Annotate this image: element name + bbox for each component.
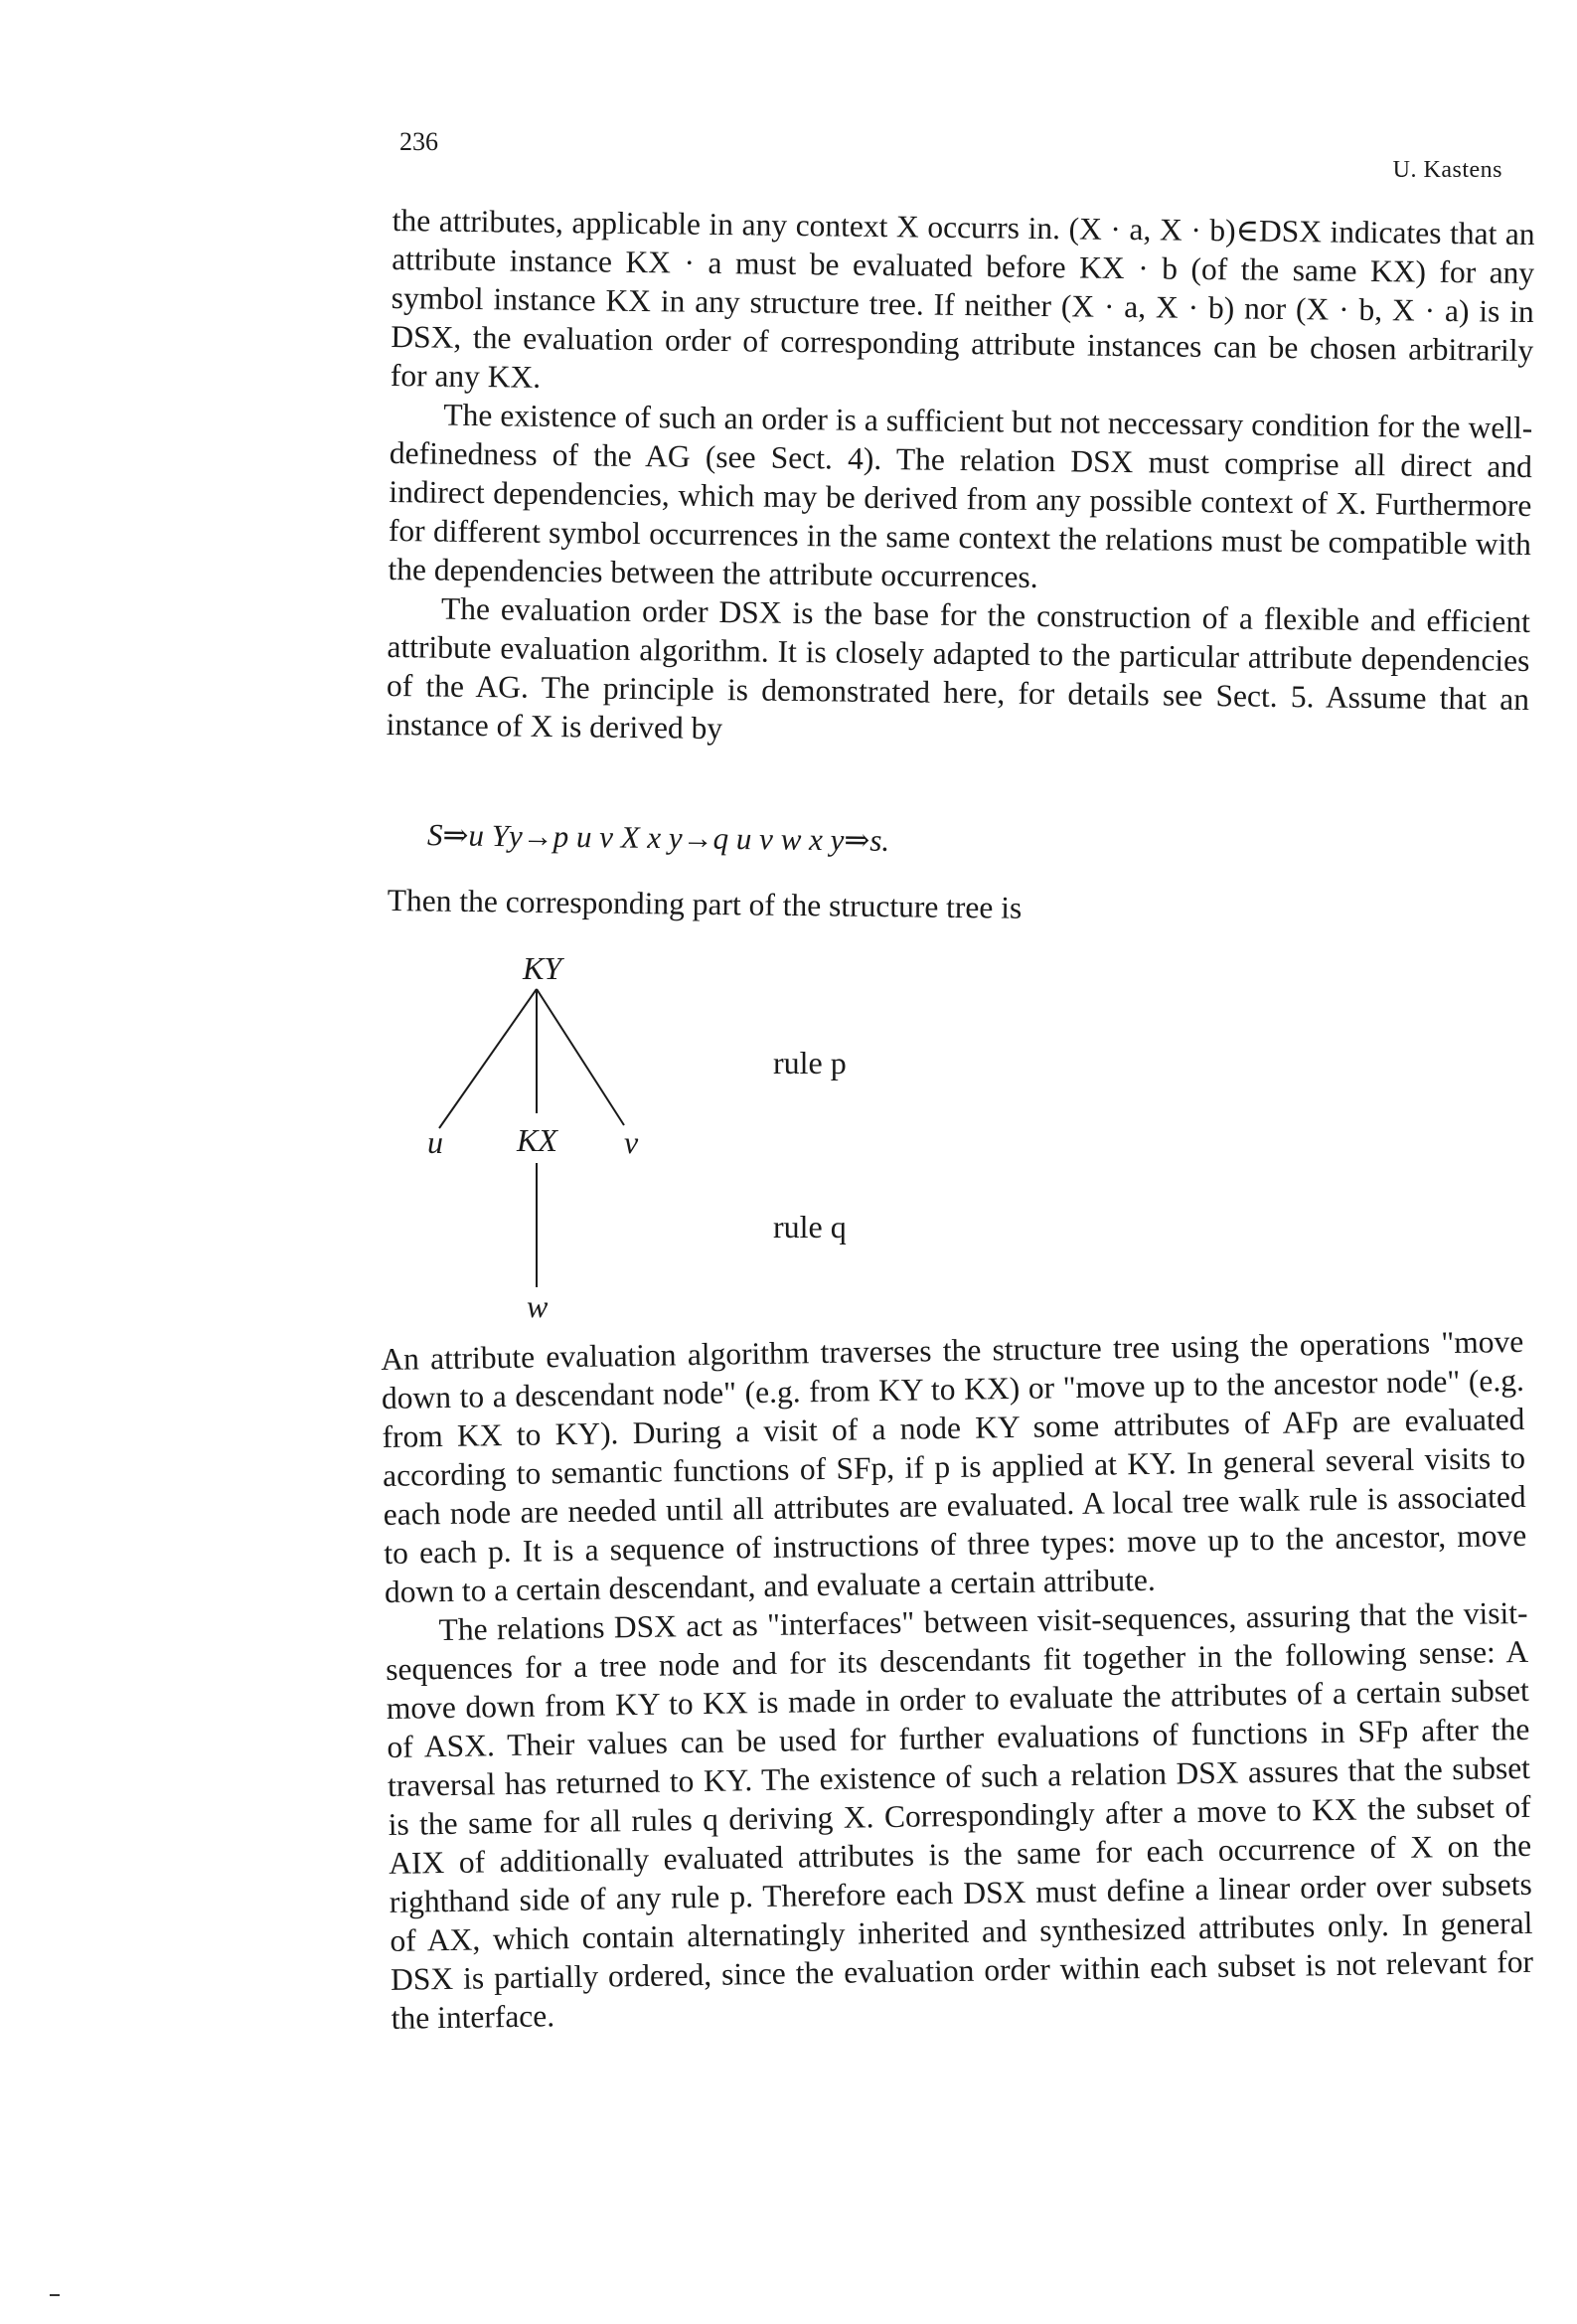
rule-p-label: rule p [773,1045,847,1080]
derivation-formula: S⇒u Yy→p u v X x y→q u v w x y⇒s. [426,817,890,858]
paragraph: An attribute evaluation algorithm traverses the structure tree using the operations "move down to a descendant node" (e.g. from KY to KX) or "move up to the ancestor node" (e.g. from KX to KY). During a visit of a node KY some attributes of AFp are evaluated according to semantic functions of SFp, if p is applied at KY. In general several visits to each node are needed until all attributes are evaluated. A local tree walk rule is associated to each p. It is a sequence of instructions of three types: move up to the ancestor, move down to a certain descendant, and evaluate a certain attribute. [381,1323,1527,1609]
running-head: U. Kastens [1392,157,1502,183]
tree-edge [439,989,537,1128]
tree-node-kx: KX [517,1122,557,1158]
scan-mark [50,2294,60,2296]
paragraph: The evaluation order DSX is the base for the construction of a flexible and efficient attribute evaluation algorithm. It is closely adapted to the particular attribute dependencies of the AG. The principle is demonstrated here, for details see Sect. 5. Assume that an instance of X is derived by [386,590,1531,747]
tree-node-u: u [427,1124,443,1160]
tree-intro-text: Then the corresponding part of the structure tree is [387,883,1023,925]
paragraph: The relations DSX act as "interfaces" between visit-sequences, assuring that the visit-sequences for a tree node and for its descendants fit together in the following sense: A move down from KY to KX is made in order to evaluate the attributes of a certain subset of ASX. Their values can be used for further evaluations of functions in SFp after the traversal has returned to KY. The existence of such a relation DSX assures that the subset is the same for all rules q deriving X. Correspondingly after a move to KX the subset of AIX of additionally evaluated attributes is the same for each occurrence of X on the righthand side of any rule p. Therefore each DSX must define a linear order over subsets of AX, which contain alternatingly inherited and synthesized attributes only. In general DSX is partially ordered, since the evaluation order within each subset is not relevant for the interface. [385,1594,1534,2036]
paragraph: the attributes, applicable in any context X occurrs in. (X · a, X · b)∈DSX indicates that an attribute instance KX · a must be evaluated before KX · b (of the same KX) for any symbol instance KX in any structure tree. If neither (X · a, X · b) nor (X · b, X · a) is in DSX, the evaluation order of corresponding attribute instances can be chosen arbitrarily for any KX. [390,202,1535,395]
text-block-lower [381,1322,1534,2038]
text-block-upper [386,201,1535,757]
page-number: 236 [399,127,438,156]
tree-node-v: v [624,1124,639,1160]
paragraph: The existence of such an order is a sufficient but not neccessary condition for the well-definedness of the AG (see Sect. 4). The relation DSX must comprise all direct and indirect dependencies, which may be derived from any possible context of X. Furthermore for different symbol occurrences in the same context the relations must be compatible with the dependencies between the attribute occurrences. [388,397,1533,594]
structure-tree-diagram [397,944,954,1332]
tree-edge [537,989,624,1125]
tree-node-w: w [527,1288,549,1324]
tree-node-ky: KY [523,950,562,986]
rule-q-label: rule q [773,1209,847,1245]
